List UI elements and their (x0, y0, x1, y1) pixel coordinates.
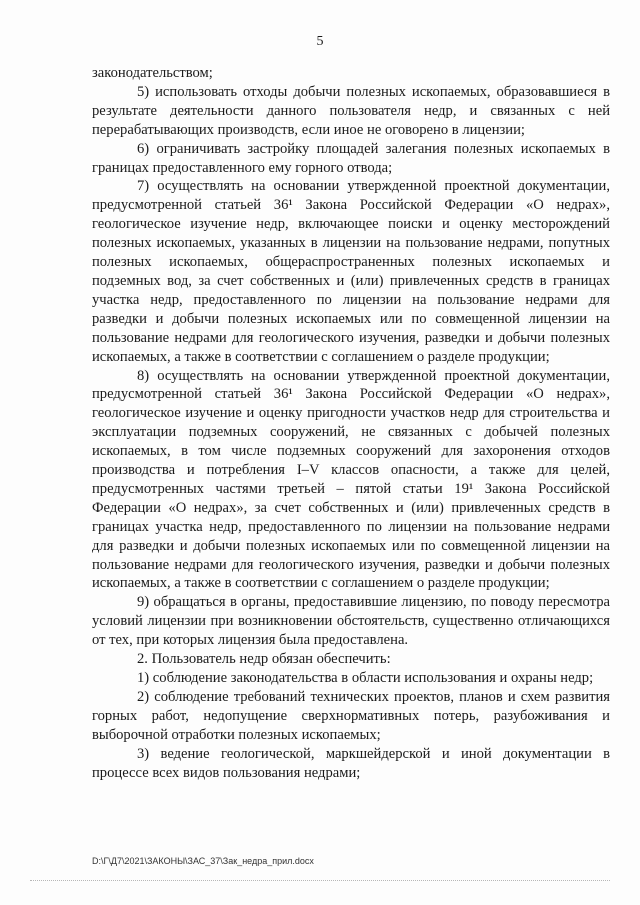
paragraph-item-8: 8) осуществлять на основании утвержденной проектной документации, предусмотренной статьей 36¹ Закона Российской Федерации «О недрах», геологическое изучение и оценку пригодности участков недр для строительства и эксплуатации подземных сооружений, не связанных с добычей полезных ископаемых, в том числе подземных сооружений для захоронения отходов производства и потребления I–V классов опасности, а также для целей, предусмотренных частями третьей – пятой статьи 19¹ Закона Российской Федерации «О недрах», за счет собственных и (или) привлеченных средств в границах участка недр, предоставленного по лицензии на пользование недрами для разведки и добычи полезных ископаемых или по совмещенной лицензии на пользование недрами для геологического изучения, разведки и добычи полезных ископаемых, а также в соответствии с соглашением о разделе продукции; (92, 367, 610, 592)
paragraph-item-9: 9) обращаться в органы, предоставившие лицензию, по поводу пересмотра условий лицензии при возникновении обстоятельств, существенно отличающихся от тех, при которых лицензия была предоставлена. (92, 594, 610, 649)
paragraph-0: законодательством; (92, 65, 213, 81)
paragraph-item-6: 6) ограничивать застройку площадей залегания полезных ископаемых в границах предоставленного ему горного отвода; (92, 140, 610, 176)
paragraph-item-7: 7) осуществлять на основании утвержденной проектной документации, предусмотренной статьей 36¹ Закона Российской Федерации «О недрах», геологическое изучение недр, включающее поиски и оценку месторождений полезных ископаемых, указанных в лицензии на пользование недрами, попутных полезных ископаемых, общераспространенных полезных ископаемых и подземных вод, за счет собственных и (или) привлеченных средств в границах участка недр, предоставленного по лицензии на пользование недрами для разведки и добычи полезных ископаемых или по совмещенной лицензии на пользование недрами для геологического изучения, разведки и добычи полезных ископаемых, а также в соответствии с соглашением о разделе продукции; (92, 178, 610, 365)
paragraph-duty-2: 2) соблюдение требований технических проектов, планов и схем развития горных работ, недопущение сверхнормативных потерь, разубоживания и выборочной отработки полезных ископаемых; (92, 688, 610, 743)
file-path-footer: D:\Г\Д7\2021\ЗАКОНЫ\ЗАС_37\Зак_недра_прил.docx (92, 856, 314, 866)
paragraph-duty-1: 1) соблюдение законодательства в области использования и охраны недр; (137, 670, 594, 686)
document-body (92, 64, 610, 782)
paragraph-item-5: 5) использовать отходы добычи полезных ископаемых, образовавшиеся в результате деятельности данного пользователя недр, и связанных с ней перерабатывающих производств, если иное не оговорено в лицензии; (92, 83, 610, 138)
paragraph-duty-3: 3) ведение геологической, маркшейдерской и иной документации в процессе всех видов пользования недрами; (92, 745, 610, 781)
page-number: 5 (316, 34, 324, 49)
paragraph-section-2: 2. Пользователь недр обязан обеспечить: (137, 651, 391, 668)
scan-artifact-line (30, 880, 610, 885)
